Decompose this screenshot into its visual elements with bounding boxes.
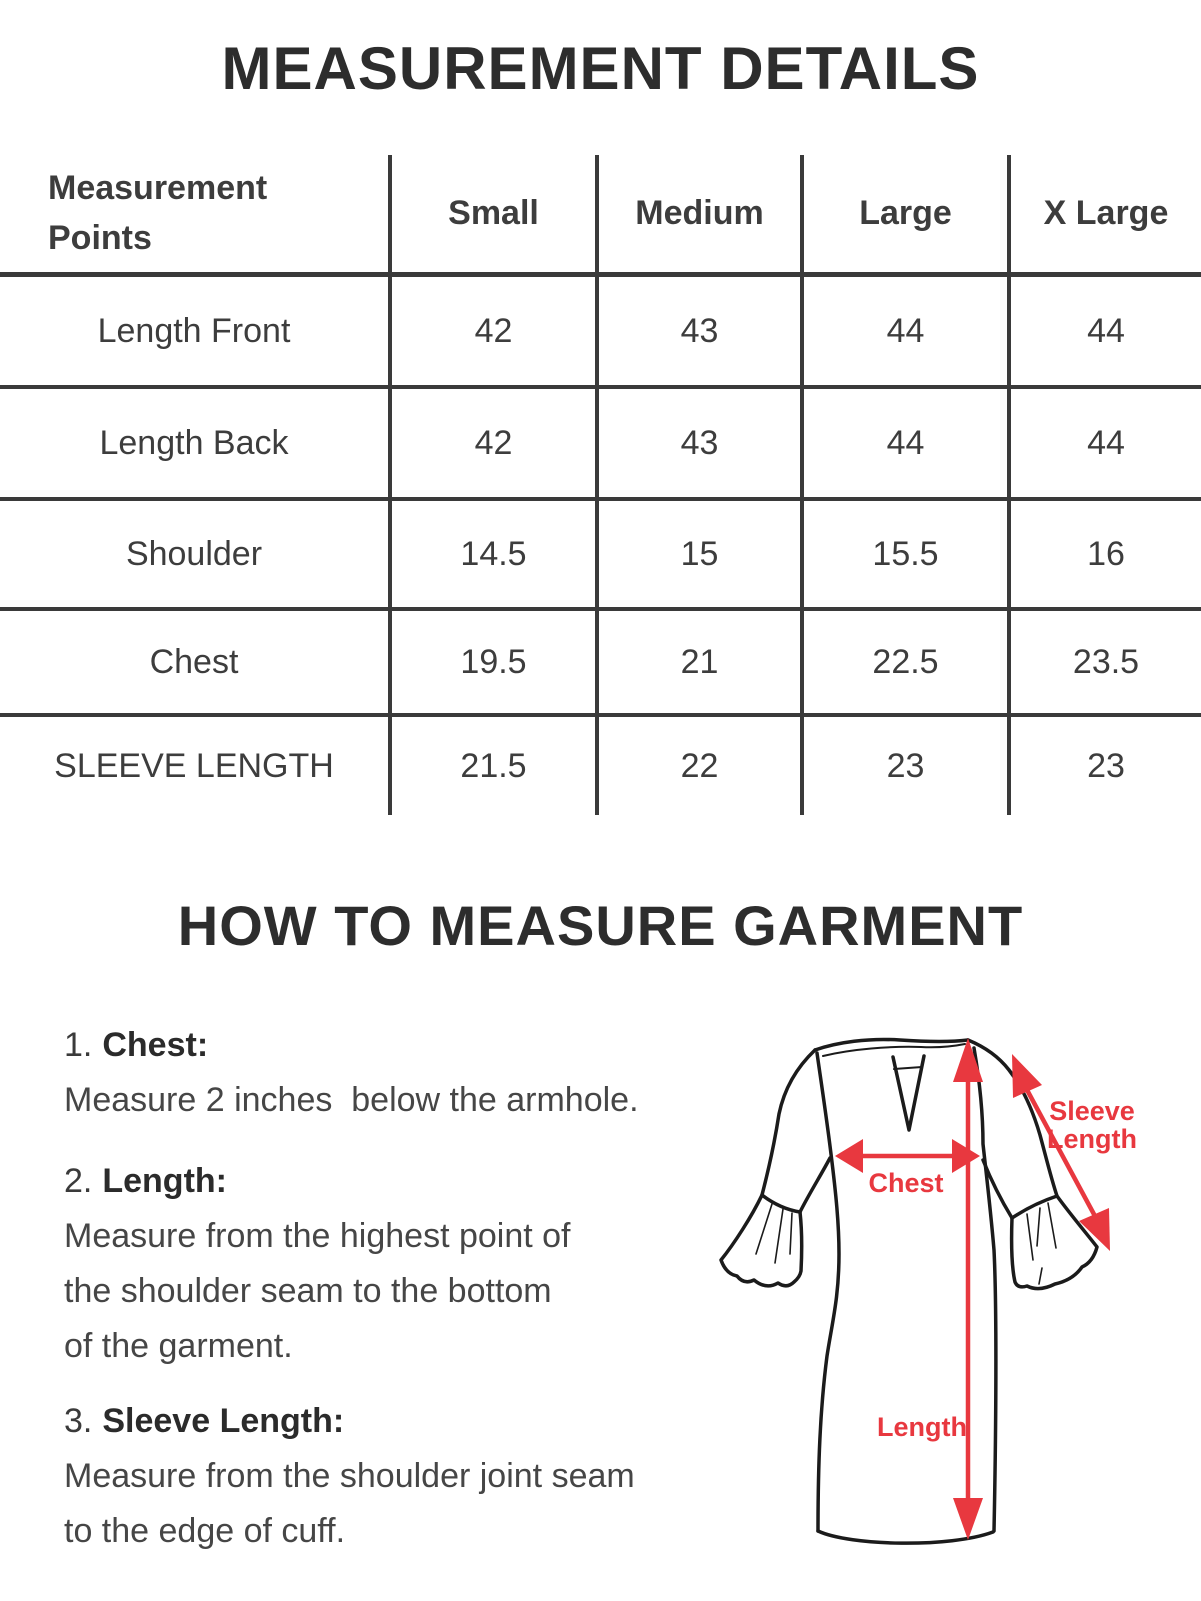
value-cell: 44 [1007,389,1201,497]
section-title: HOW TO MEASURE GARMENT [177,894,1024,957]
column-header-xlarge: X Large [1007,155,1201,272]
column-header-measurement-points: Measurement Points [48,169,268,257]
row-label-cell: Length Back [99,423,289,462]
length-arrow [953,1038,983,1540]
table-row [0,713,1201,815]
value-cell: 21.5 [388,717,595,815]
value-cell: 42 [388,277,595,385]
instruction-line: Measure from the highest point of [64,1217,571,1255]
instruction-line: to the edge of cuff. [64,1512,346,1550]
row-label-cell: Length Front [97,311,291,350]
column-header-large: Large [800,155,1007,272]
column-header-small: Small [388,155,595,272]
value-cell: 44 [1007,277,1201,385]
value-cell: 22 [595,717,800,815]
page-title: MEASUREMENT DETAILS [221,35,980,102]
value-cell: 42 [388,389,595,497]
chest-arrow-label: Chest [868,1168,944,1198]
how-to-measure-instructions [64,1018,764,1559]
instruction-line: Measure from the shoulder joint seam [64,1457,635,1495]
instruction-item-sleeve-length [64,1394,764,1559]
column-header-medium: Medium [595,155,800,272]
value-cell: 44 [800,389,1007,497]
row-label-cell: Shoulder [125,534,263,573]
instruction-line: of the garment. [64,1327,293,1365]
table-row [0,272,1201,385]
instruction-heading: 2. Length: [64,1162,227,1200]
value-cell: 19.5 [388,611,595,713]
garment-measure-diagram [690,1008,1150,1568]
row-label-cell: SLEEVE LENGTH [54,746,334,785]
instruction-heading: 1. Chest: [64,1026,209,1064]
value-cell: 43 [595,277,800,385]
value-cell: 21 [595,611,800,713]
value-cell: 14.5 [388,501,595,607]
row-label-cell: Chest [149,642,239,681]
sleeve-length-label-line1: Sleeve [1049,1096,1135,1126]
value-cell: 23 [800,717,1007,815]
value-cell: 15 [595,501,800,607]
table-row [0,607,1201,713]
instruction-item-chest [64,1018,764,1128]
instruction-item-length [64,1154,764,1374]
value-cell: 15.5 [800,501,1007,607]
table-row [0,497,1201,607]
value-cell: 23 [1007,717,1201,815]
instruction-line: Measure 2 inches below the armhole. [64,1081,639,1119]
value-cell: 22.5 [800,611,1007,713]
value-cell: 16 [1007,501,1201,607]
table-header-row [0,155,1201,272]
instruction-line: the shoulder seam to the bottom [64,1272,552,1310]
table-row [0,385,1201,497]
sleeve-length-label-line2: Length [1047,1124,1137,1154]
length-arrow-label: Length [877,1412,967,1442]
instruction-heading: 3. Sleeve Length: [64,1402,345,1440]
value-cell: 43 [595,389,800,497]
value-cell: 23.5 [1007,611,1201,713]
measurement-table [0,155,1201,815]
value-cell: 44 [800,277,1007,385]
